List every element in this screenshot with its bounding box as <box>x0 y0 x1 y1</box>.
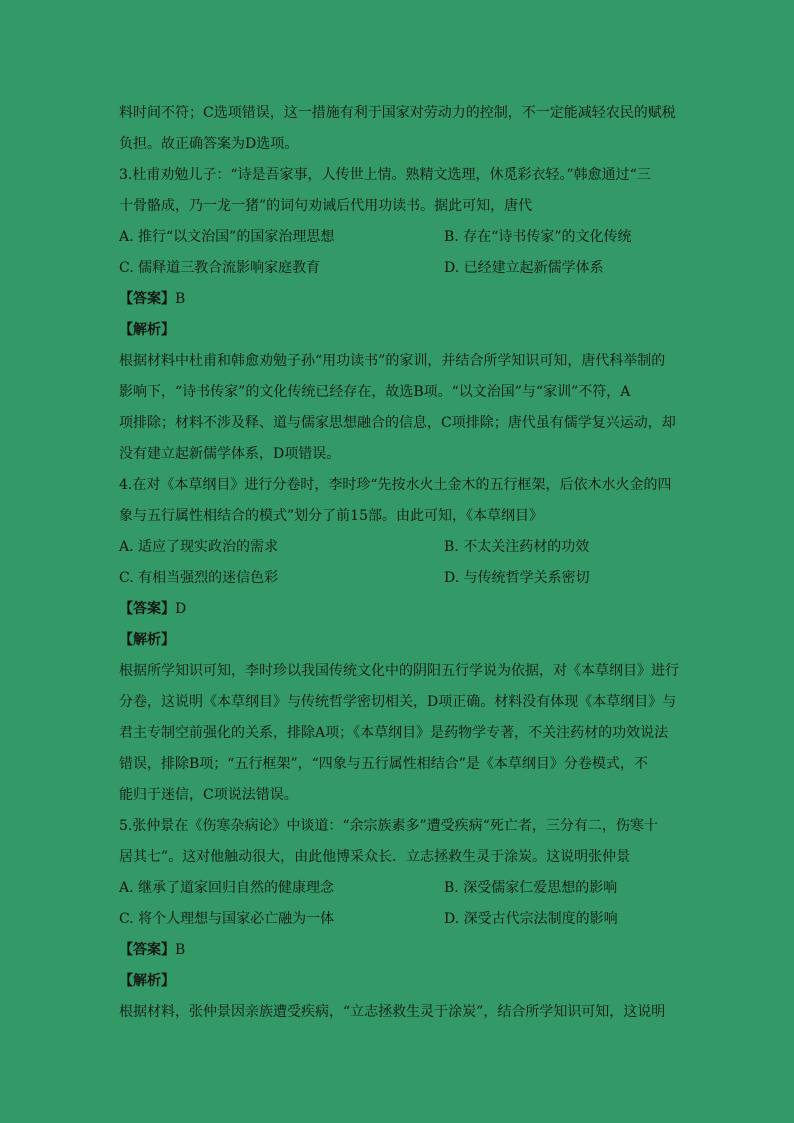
analysis-text: 君主专制空前强化的关系，排除A项；《本草纲目》是药物学专著，不关注药材的功效说法 <box>119 725 669 741</box>
question-stem: 居其七”。这对他触动很大，由此他博采众长．立志拯救生灵于涂炭。这说明张仲景 <box>119 849 631 865</box>
answer-line <box>119 935 679 966</box>
answer-value: B <box>175 942 186 958</box>
option-row <box>119 873 679 904</box>
analysis-text: 根据材料，张仲景因亲族遭受疾病，“立志拯救生灵于涂炭”，结合所学知识可知，这说明 <box>119 1004 666 1020</box>
answer-value: D <box>175 601 187 617</box>
text-line: 料时间不符；C选项错误，这一措施有利于国家对劳动力的控制，不一定能减轻农民的赋税 <box>119 105 676 121</box>
option-row <box>119 532 679 563</box>
option-row <box>119 222 679 253</box>
option-b: B. 深受儒家仁爱思想的影响 <box>444 880 618 896</box>
question-5 <box>119 811 679 1028</box>
analysis-text: 根据所学知识可知，李时珍以我国传统文化中的阴阳五行学说为依据，对《本草纲目》进行 <box>119 663 679 679</box>
option-b: B. 存在“诗书传家”的文化传统 <box>444 229 632 245</box>
option-c: C. 儒释道三教合流影响家庭教育 <box>119 260 321 276</box>
analysis-tag: 【解析】 <box>119 322 175 338</box>
answer-tag: 【答案】 <box>119 291 175 307</box>
analysis-text: 没有建立起新儒学体系，D项错误。 <box>119 446 341 462</box>
option-row <box>119 563 679 594</box>
analysis-text: 错误，排除B项；“五行框架”，“四象与五行属性相结合”是《本草纲目》分卷模式，不 <box>119 756 648 772</box>
option-a: A. 适应了现实政治的需求 <box>119 539 279 555</box>
question-stem: 5.张仲景在《伤寒杂病论》中谈道：“余宗族素多”遭受疾病“死亡者，三分有二，伤寒十 <box>119 818 658 834</box>
option-a: A. 继承了道家回归自然的健康理念 <box>119 880 335 896</box>
question-stem: 象与五行属性相结合的模式”划分了前15部。由此可知，《本草纲目》 <box>119 508 543 524</box>
option-d: D. 已经建立起新儒学体系 <box>444 260 604 276</box>
analysis-heading <box>119 315 679 346</box>
analysis-text: 能归于迷信，C项说法错误。 <box>119 787 298 803</box>
answer-value: B <box>175 291 186 307</box>
option-b: B. 不太关注药材的功效 <box>444 539 590 555</box>
text-line: 负担。故正确答案为D选项。 <box>119 136 299 152</box>
analysis-heading <box>119 966 679 997</box>
analysis-text: 分卷，这说明《本草纲目》与传统哲学密切相关，D项正确。材料没有体现《本草纲目》与 <box>119 694 677 710</box>
question-stem: 4.在对《本草纲目》进行分卷时，李时珍“先按水火土金木的五行框架，后依木水火金的四 <box>119 477 672 493</box>
question-stem: 十骨骼成，乃一龙一猪”的词句劝诫后代用功读书。据此可知，唐代 <box>119 198 533 214</box>
question-3 <box>119 160 679 470</box>
question-4 <box>119 470 679 811</box>
option-row <box>119 904 679 935</box>
analysis-text: 根据材料中杜甫和韩愈劝勉子孙“用功读书”的家训，并结合所学知识可知，唐代科举制的 <box>119 353 666 369</box>
analysis-text: 项排除；材料不涉及释、道与儒家思想融合的信息，C项排除；唐代虽有儒学复兴运动，却 <box>119 415 676 431</box>
answer-line <box>119 594 679 625</box>
answer-line <box>119 284 679 315</box>
answer-tag: 【答案】 <box>119 601 175 617</box>
option-c: C. 有相当强烈的迷信色彩 <box>119 570 279 586</box>
option-d: D. 深受古代宗法制度的影响 <box>444 911 618 927</box>
document-body <box>119 98 679 1028</box>
analysis-heading <box>119 625 679 656</box>
option-a: A. 推行“以文治国”的国家治理思想 <box>119 229 335 245</box>
option-c: C. 将个人理想与国家必亡融为一体 <box>119 911 335 927</box>
answer-tag: 【答案】 <box>119 942 175 958</box>
analysis-tag: 【解析】 <box>119 973 175 989</box>
question-stem: 3.杜甫劝勉儿子：“诗是吾家事，人传世上情。熟精文选理，休觅彩衣轻。”韩愈通过“三 <box>119 167 651 183</box>
option-d: D. 与传统哲学关系密切 <box>444 570 590 586</box>
analysis-tag: 【解析】 <box>119 632 175 648</box>
option-row <box>119 253 679 284</box>
analysis-text: 影响下，“诗书传家”的文化传统已经存在，故选B项。“以文治国”与“家训”不符，A <box>119 384 631 400</box>
